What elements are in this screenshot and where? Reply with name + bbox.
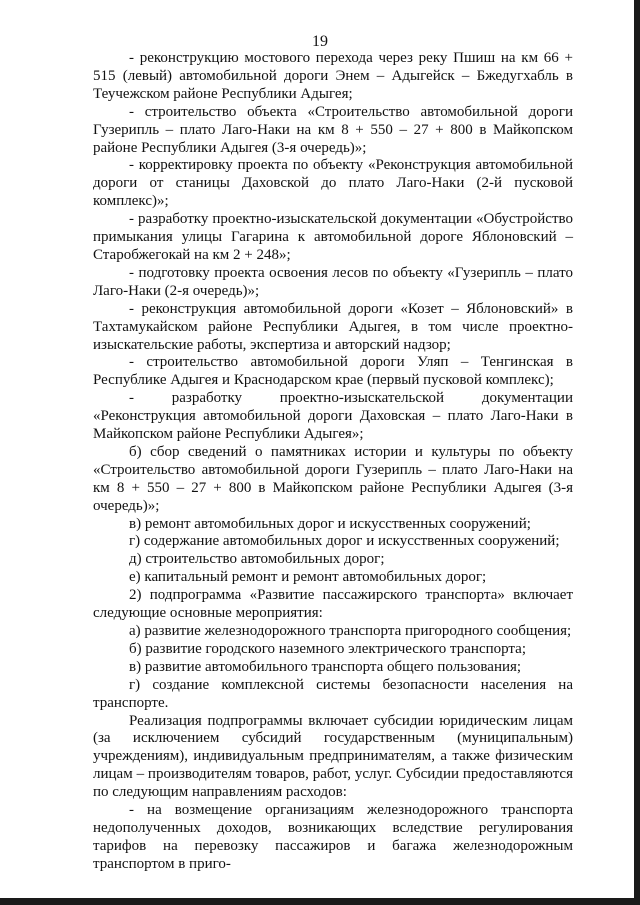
paragraph: б) развитие городского наземного электрического транспорта; [129, 640, 526, 657]
paragraph: - реконструкция автомобильной дороги «Козет – Яблоновский» в Тахтамукайском районе Республики Адыгея, в том числе проектно-изыскательские работы, экспертиза и авторский надзор; [93, 300, 573, 353]
paragraph: - разработку проектно-изыскательской документации «Реконструкция автомобильной дороги Даховская – плато Лаго-Наки в Майкопском районе Республики Адыгея»; [93, 390, 573, 443]
paragraph: - строительство автомобильной дороги Уляп – Тенгинская в Республике Адыгея и Краснодарском крае (первый пусковой комплекс); [93, 354, 573, 389]
paragraph: - строительство объекта «Строительство автомобильной дороги Гузерипль – плато Лаго-Наки на км 8 + 550 – 27 + 800 в Майкопском районе Республики Адыгея (3-я очередь)»; [93, 103, 573, 156]
paragraph: в) ремонт автомобильных дорог и искусственных сооружений; [129, 515, 531, 532]
paragraph: г) содержание автомобильных дорог и искусственных сооружений; [129, 533, 560, 550]
scan-edge-right [634, 0, 640, 905]
paragraph: г) создание комплексной системы безопасности населения на транспорте. [93, 676, 573, 711]
paragraph: б) сбор сведений о памятниках истории и культуры по объекту «Строительство автомобильной дороги Гузерипль – плато Лаго-Наки на км 8 + 550 – 27 + 800 в Майкопском районе Республики Адыгея (3-я очередь)»; [93, 443, 573, 514]
paragraph: 2) подпрограмма «Развитие пассажирского транспорта» включает следующие основные мероприятия: [93, 587, 573, 622]
paragraph: - подготовку проекта освоения лесов по объекту «Гузерипль – плато Лаго-Наки (2-я очередь)»; [93, 264, 573, 299]
paragraph: - реконструкцию мостового перехода через реку Пшиш на км 66 + 515 (левый) автомобильной дороги Энем – Адыгейск – Бжедугхабль в Теучежском районе Республики Адыгея; [93, 50, 573, 102]
paragraph: Реализация подпрограммы включает субсидии юридическим лицам (за исключением субсидий государственным (муниципальным) учреждениям), индивидуальным предпринимателям, а также физическим лицам – производителям товаров, работ, услуг. Субсидии предоставляются по следующим направлениям расходов: [93, 712, 573, 801]
scan-edge-bottom [0, 898, 640, 905]
paragraph: д) строительство автомобильных дорог; [129, 551, 385, 568]
paragraph: - корректировку проекта по объекту «Реконструкция автомобильной дороги от станицы Даховской до плато Лаго-Наки (2-й пусковой комплекс)»; [93, 157, 573, 210]
document-body [93, 50, 573, 874]
paragraph: - на возмещение организациям железнодорожного транспорта недополученных доходов, возникающих вследствие регулирования тарифов на перевозку пассажиров и багажа железнодорожным транспортом в приго- [93, 802, 573, 872]
paragraph: в) развитие автомобильного транспорта общего пользования; [129, 658, 522, 675]
paragraph: е) капитальный ремонт и ремонт автомобильных дорог; [129, 569, 487, 586]
paragraph: а) развитие железнодорожного транспорта пригородного сообщения; [129, 623, 572, 639]
page-number: 19 [312, 33, 328, 50]
paragraph: - разработку проектно-изыскательской документации «Обустройство примыкания улицы Гагарина к автомобильной дороге Яблоновский – Старобжегокай на км 2 + 248»; [93, 211, 573, 263]
